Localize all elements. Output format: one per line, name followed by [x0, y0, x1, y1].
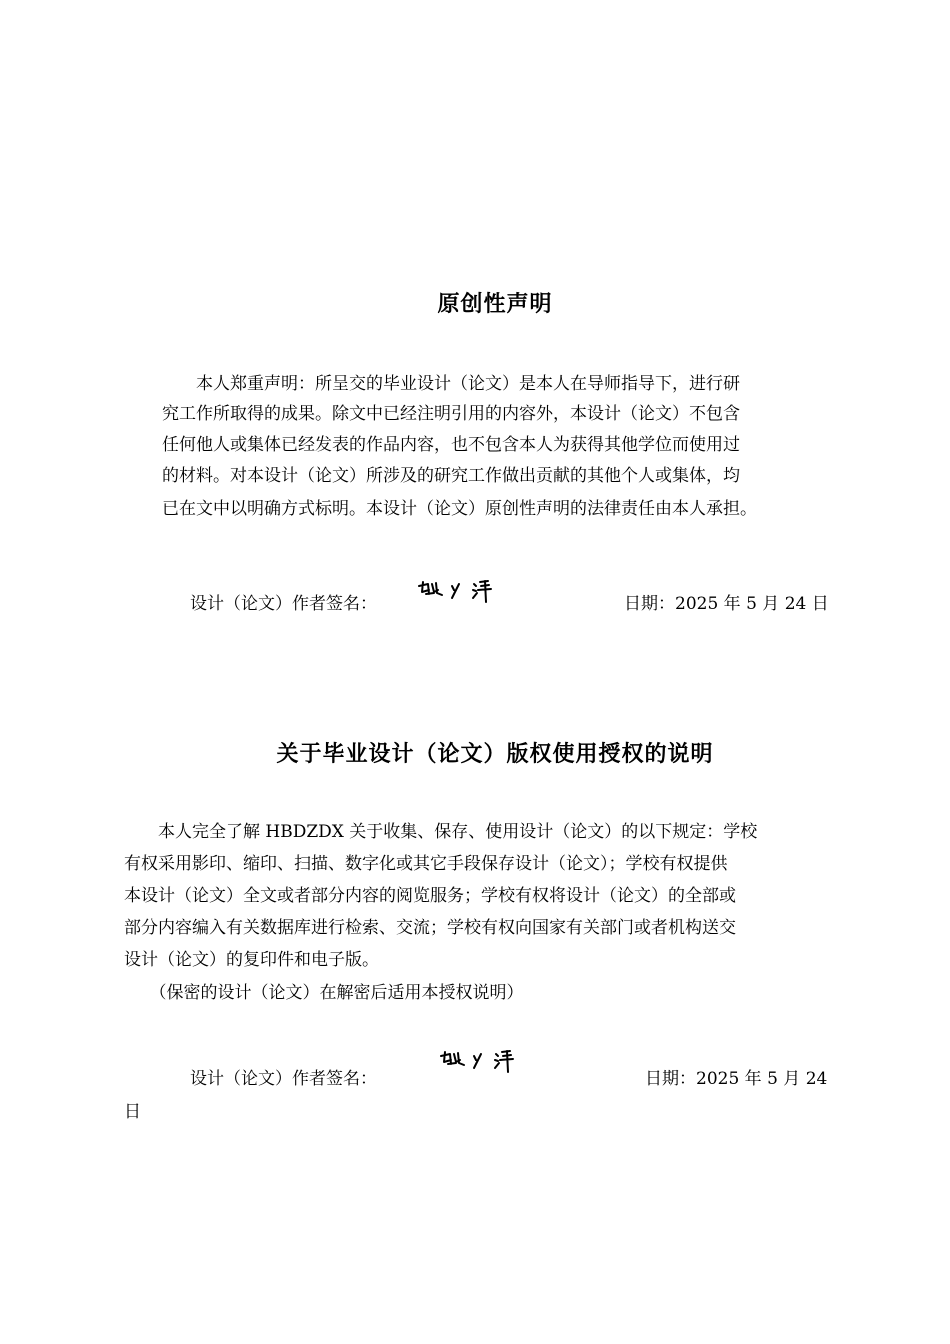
declaration-date: 日期：2025 年 5 月 24 日: [624, 594, 829, 614]
declaration-title: 原创性声明: [437, 292, 553, 317]
declaration-line: 究工作所取得的成果。除文中已经注明引用的内容外，本设计（论文）不包含: [162, 404, 740, 424]
authorization-line: 本设计（论文）全文或者部分内容的阅览服务；学校有权将设计（论文）的全部或: [124, 886, 736, 906]
authorization-date-wrap: 日: [124, 1102, 141, 1122]
declaration-line: 任何他人或集体已经发表的作品内容，也不包含本人为获得其他学位而使用过: [162, 435, 740, 455]
declaration-line: 的材料。对本设计（论文）所涉及的研究工作做出贡献的其他个人或集体，均: [162, 466, 740, 486]
authorization-line: 部分内容编入有关数据库进行检索、交流；学校有权向国家有关部门或者机构送交: [124, 918, 736, 938]
authorization-signature-label: 设计（论文）作者签名：: [190, 1069, 377, 1089]
declaration-signature-image: [416, 576, 496, 606]
declaration-line: 已在文中以明确方式标明。本设计（论文）原创性声明的法律责任由本人承担。: [162, 499, 757, 519]
authorization-signature-image: [438, 1046, 518, 1076]
authorization-date: 日期：2025 年 5 月 24: [645, 1069, 828, 1089]
authorization-line: 本人完全了解 HBDZDX 关于收集、保存、使用设计（论文）的以下规定：学校: [124, 822, 758, 842]
authorization-title: 关于毕业设计（论文）版权使用授权的说明: [276, 742, 714, 767]
declaration-signature-label: 设计（论文）作者签名：: [190, 594, 377, 614]
authorization-line: （保密的设计（论文）在解密后适用本授权说明）: [124, 983, 524, 1003]
authorization-line: 设计（论文）的复印件和电子版。: [124, 950, 379, 970]
authorization-line: 有权采用影印、缩印、扫描、数字化或其它手段保存设计（论文）；学校有权提供: [124, 854, 728, 874]
declaration-line: 本人郑重声明：所呈交的毕业设计（论文）是本人在导师指导下，进行研: [162, 374, 740, 394]
